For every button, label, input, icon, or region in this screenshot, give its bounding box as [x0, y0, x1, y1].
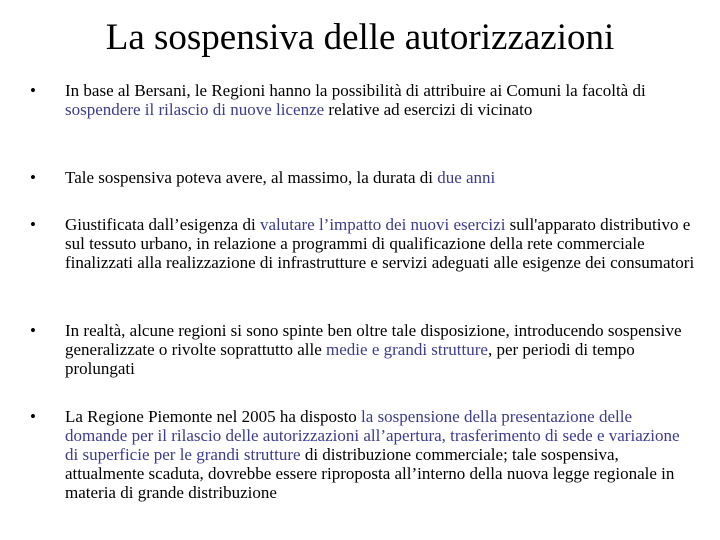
bullet-text-segment: La Regione Piemonte nel 2005 ha disposto [65, 407, 362, 426]
bullet-text [65, 168, 696, 187]
bullet-icon: • [30, 81, 36, 100]
bullet-icon: • [30, 321, 36, 340]
bullet-icon: • [30, 215, 36, 234]
bullet-text-segment: relative ad esercizi di vicinato [324, 100, 533, 119]
bullet-highlight-segment: la sospensione della presentazione delle domande per il rilascio delle autorizzazioni all’apertura, trasferimento di sede e variazione di superficie per le grandi strutture [65, 407, 680, 464]
bullet-text-segment: di distribuzione commerciale; tale sospensiva, attualmente scaduta, dovrebbe essere riproposta all’interno della nuova legge regionale in materia di grande distribuzione [65, 445, 675, 502]
bullet-text-segment: sull'apparato distributivo e sul tessuto urbano, in relazione a programmi di qualificazione della rete commerciale finalizzati alla realizzazione di infrastrutture e servizi adeguati alle esigenze dei consumatori [65, 215, 695, 272]
bullet-icon: • [30, 407, 36, 426]
bullet-text [65, 215, 696, 272]
bullet-item [30, 81, 696, 119]
bullet-text-segment: In base al Bersani, le Regioni hanno la possibilità di attribuire ai Comuni la facoltà di [65, 81, 646, 100]
bullet-text [65, 81, 696, 119]
bullet-text [65, 407, 696, 502]
bullet-item [30, 215, 696, 272]
bullet-text-segment: Tale sospensiva poteva avere, al massimo, la durata di [65, 168, 438, 187]
bullet-highlight-segment: due anni [437, 168, 496, 187]
bullet-highlight-segment: sospendere il rilascio di nuove licenze [65, 100, 325, 119]
bullet-item [30, 168, 696, 187]
bullet-icon: • [30, 168, 36, 187]
bullet-highlight-segment: medie e grandi strutture [326, 340, 488, 359]
bullet-text [65, 321, 696, 378]
bullet-item [30, 321, 696, 378]
bullet-text-segment: , per periodi di tempo prolungati [65, 340, 635, 378]
slide-title: La sospensiva delle autorizzazioni [105, 17, 615, 58]
bullet-text-segment: Giustificata dall’esigenza di [65, 215, 260, 234]
bullet-text-segment: In realtà, alcune regioni si sono spinte ben oltre tale disposizione, introducendo sospensive generalizzate o rivolte soprattutto alle [65, 321, 682, 359]
bullet-item [30, 407, 696, 502]
bullet-highlight-segment: valutare l’impatto dei nuovi esercizi [259, 215, 506, 234]
